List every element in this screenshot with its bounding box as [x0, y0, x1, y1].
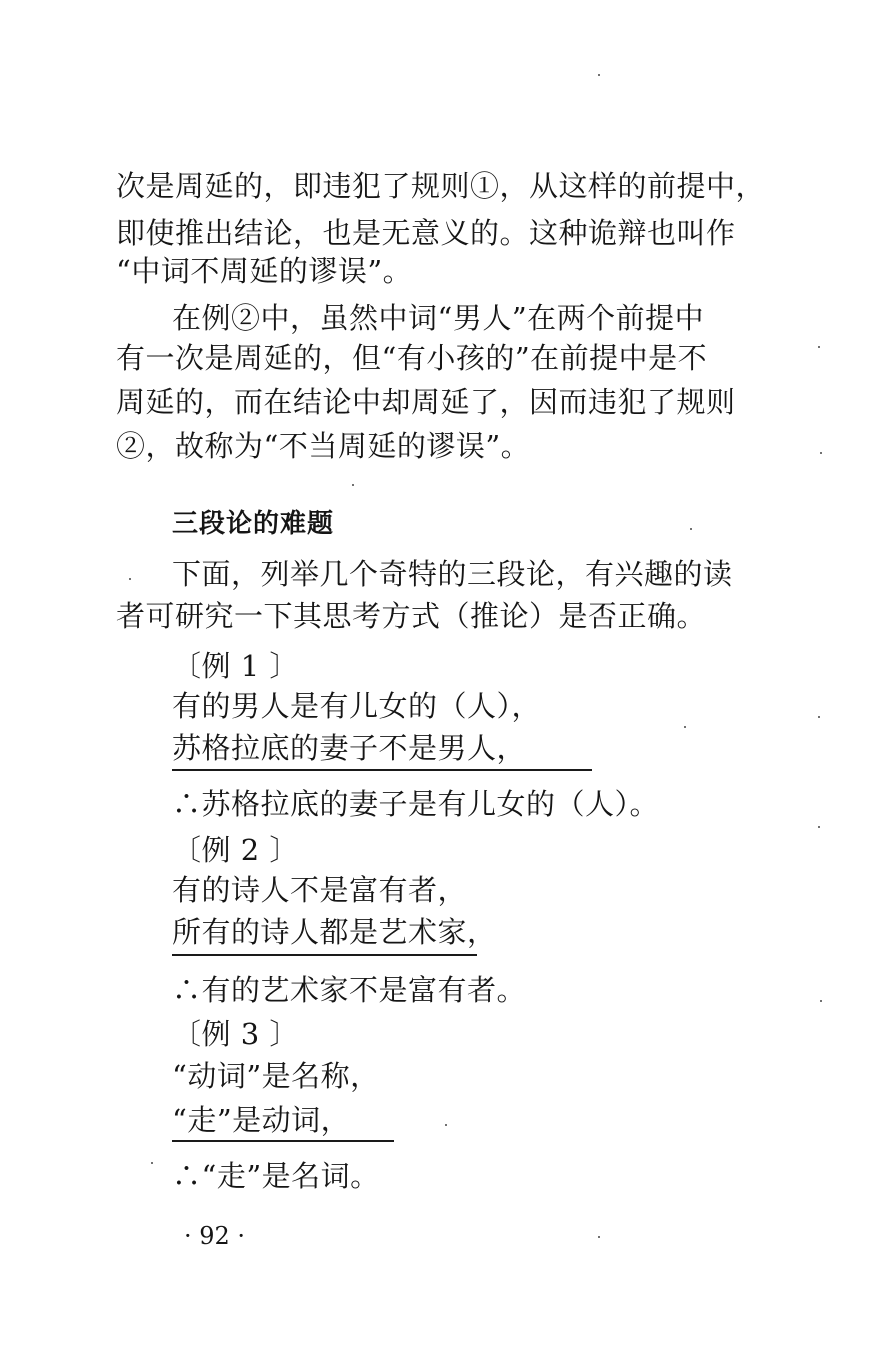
scan-speck: [598, 1236, 600, 1238]
scan-speck: [684, 726, 686, 728]
example3-divider: [172, 1140, 394, 1142]
paragraph2-line1: 在例②中，虽然中词“男人”在两个前提中: [172, 301, 705, 335]
example2-label: 〔例 2 〕: [172, 833, 299, 867]
page-number: · 92 ·: [184, 1222, 246, 1250]
example2-premise2: 所有的诗人都是艺术家，: [172, 915, 497, 949]
paragraph3-line1: 下面，列举几个奇特的三段论，有兴趣的读: [172, 557, 733, 591]
scan-speck: [818, 346, 820, 348]
example3-conclusion: ∴“走”是名词。: [172, 1159, 380, 1193]
example3-premise2: “走”是动词，: [172, 1103, 351, 1137]
paragraph2-line4: ②，故称为“不当周延的谬误”。: [116, 429, 531, 463]
scan-speck: [445, 1124, 447, 1126]
scan-speck: [818, 826, 820, 828]
paragraph2-line3: 周延的，而在结论中却周延了，因而违犯了规则: [116, 385, 736, 419]
scan-speck: [820, 452, 822, 454]
example1-premise2: 苏格拉底的妻子不是男人，: [172, 731, 527, 765]
scan-speck: [352, 484, 354, 486]
scan-speck: [820, 1000, 822, 1002]
section-heading: 三段论的难题: [172, 509, 335, 539]
scan-speck: [129, 578, 131, 580]
paragraph1-line3: “中词不周延的谬误”。: [116, 254, 413, 288]
paragraph2-line2: 有一次是周延的，但“有小孩的”在前提中是不: [116, 341, 708, 375]
paragraph1-line2: 即使推出结论，也是无意义的。这种诡辩也叫作: [116, 216, 736, 250]
example1-divider: [172, 769, 592, 771]
scan-speck: [690, 528, 692, 530]
example2-conclusion: ∴有的艺术家不是富有者。: [172, 973, 527, 1007]
scan-speck: [598, 74, 600, 76]
example2-premise1: 有的诗人不是富有者，: [172, 873, 468, 907]
example1-premise1: 有的男人是有儿女的（人），: [172, 689, 542, 723]
example2-divider: [172, 954, 477, 956]
example3-label: 〔例 3 〕: [172, 1017, 299, 1051]
example3-premise1: “动词”是名称，: [172, 1059, 380, 1093]
example1-conclusion: ∴苏格拉底的妻子是有儿女的（人）。: [172, 787, 660, 821]
paragraph1-line1: 次是周延的，即违犯了规则①，从这样的前提中，: [116, 169, 766, 203]
scan-speck: [151, 1162, 153, 1164]
scan-speck: [818, 716, 820, 718]
example1-label: 〔例 1 〕: [172, 649, 299, 683]
paragraph3-line2: 者可研究一下其思考方式（推论）是否正确。: [116, 599, 707, 633]
